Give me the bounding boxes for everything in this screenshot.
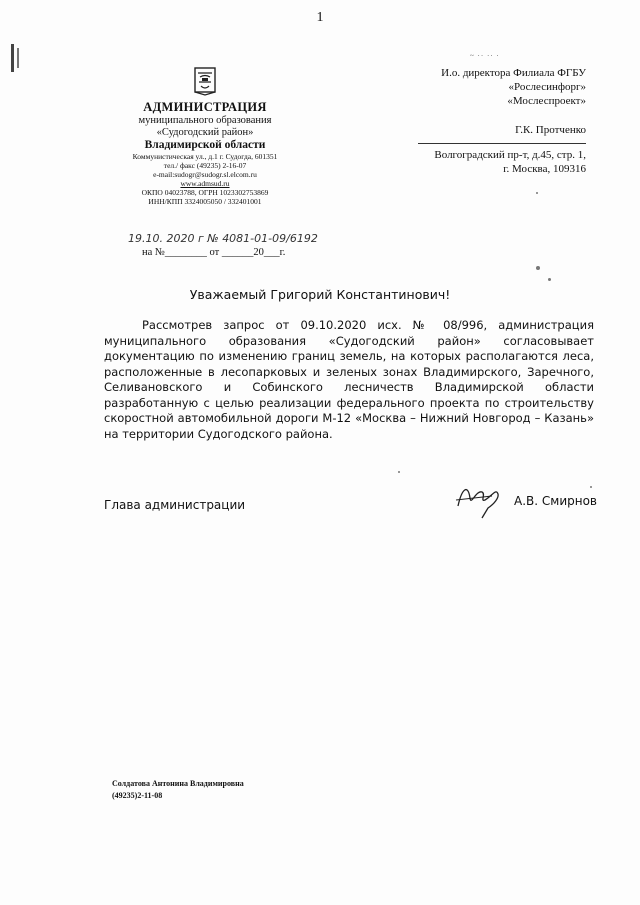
- scan-margin-mark: [11, 44, 14, 72]
- issuer-inn: ИНН/КПП 3324005050 / 332401001: [148, 197, 262, 206]
- addressee-address-line2: г. Москва, 109316: [503, 163, 586, 175]
- addressee-block: [418, 66, 586, 108]
- signatory-title: Глава администрации: [104, 498, 246, 512]
- issuer-org-line4: Владимирской области: [144, 139, 266, 151]
- addressee-address-line1: Волгоградский пр-т, д.45, стр. 1,: [434, 149, 586, 161]
- issuer-phone: тел./ факс (49235) 2-16-07: [163, 161, 247, 170]
- outgoing-date-number: 19.10. 2020 г № 4081-01-09/6192: [128, 232, 318, 245]
- executor-phone: (49235)2-11-08: [112, 791, 163, 800]
- addressee-address: [418, 148, 586, 176]
- addressee-position-line1: И.о. директора Филиала ФГБУ: [441, 67, 586, 79]
- executor-name: Солдатова Антонина Владимировна: [112, 779, 244, 788]
- addressee-position-line2: «Рослесинфорг»: [508, 81, 586, 93]
- addressee-position-line3: «Мослеспроект»: [507, 95, 586, 107]
- letter-body: Рассмотрев запрос от 09.10.2020 исх. № 08/996, администрация муниципального образования «Судогодский район» согласовывает документацию по изменению границ земель, на которых располагаются леса, расположенные в лесопарковых и зеленых зонах Владимирского, Заречного, Селивановского и Собинского лесничеств Владимирской области разработанную с целью реализации федерального проекта по строительству скоростной автомобильной дороги М-12 «Москва – Нижний Новгород – Казань» на территории Судогодского района.: [104, 318, 594, 441]
- scan-speck: [398, 471, 400, 473]
- greeting: Уважаемый Григорий Константинович!: [189, 287, 451, 302]
- scan-speck: [590, 486, 592, 488]
- faint-stamp-mark: ~ ·· ·· ·: [470, 52, 500, 60]
- scan-speck: [536, 192, 538, 194]
- issuer-website: www.admsud.ru: [180, 179, 230, 188]
- scan-speck: [536, 266, 540, 270]
- scan-speck: [548, 278, 551, 281]
- issuer-email: e-mail:sudogr@sudogr.sl.elcom.ru: [153, 170, 257, 179]
- coat-of-arms-emblem-icon: [193, 66, 217, 96]
- issuer-org-line2: муниципального образования: [138, 115, 272, 126]
- page-number: 1: [316, 10, 324, 25]
- issuer-address: Коммунистическая ул., д.1 г. Судогда, 601351: [132, 152, 278, 161]
- signatory-name: А.В. Смирнов: [514, 494, 597, 508]
- addressee-name: Г.К. Протченко: [515, 124, 586, 136]
- handwritten-signature-icon: [452, 478, 512, 522]
- addressee-divider: [418, 143, 586, 144]
- scan-margin-mark-2: [17, 48, 19, 68]
- reference-line: на №________ от ______20___г.: [142, 247, 286, 258]
- issuer-okpo: ОКПО 04023788, ОГРН 1023302753869: [141, 188, 269, 197]
- issuer-header: [120, 66, 290, 206]
- issuer-org-name: АДМИНИСТРАЦИЯ: [143, 100, 267, 114]
- issuer-org-line3: «Судогодский район»: [156, 127, 254, 138]
